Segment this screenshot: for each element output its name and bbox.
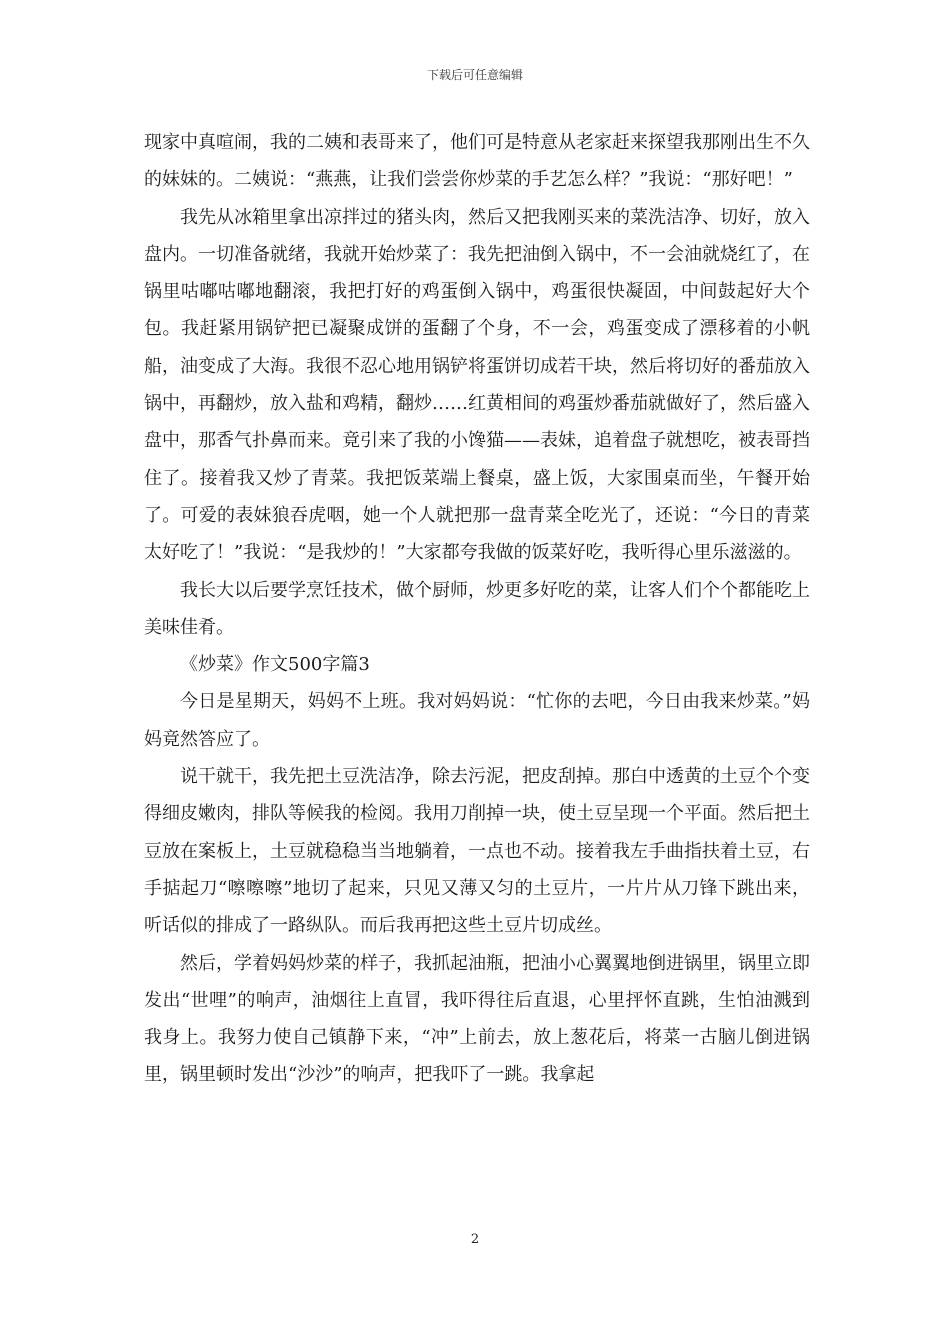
paragraph-3: 我长大以后要学烹饪技术，做个厨师，炒更多好吃的菜，让客人们个个都能吃上美味佳肴。 (144, 579, 810, 638)
page-number: 2 (470, 1232, 480, 1247)
paragraph-2: 我先从冰箱里拿出凉拌过的猪头肉，然后又把我刚买来的菜洗洁净、切好，放入盘内。一切准备就绪，我就开始炒菜了：我先把油倒入锅中，不一会油就烧红了，在锅里咕嘟咕嘟地翻滚，我把打好的鸡蛋倒入锅中，鸡蛋很快凝固，中间鼓起好大个包。我赶紧用锅铲把已凝聚成饼的蛋翻了个身，不一会，鸡蛋变成了漂移着的小帆船，油变成了大海。我很不忍心地用锅铲将蛋饼切成若干块，然后将切好的番茄放入锅中，再翻炒，放入盐和鸡精，翻炒……红黄相间的鸡蛋炒番茄就做好了，然后盛入盘中，那香气扑鼻而来。竟引来了我的小馋猫——表妹，追着盘子就想吃，被表哥挡住了。接着我又炒了青菜。我把饭菜端上餐桌，盛上饭，大家围桌而坐，午餐开始了。可爱的表妹狼吞虎咽，她一个人就把那一盘青菜全吃光了，还说：“今日的青菜太好吃了！”我说：“是我炒的！”大家都夸我做的饭菜好吃，我听得心里乐滋滋的。 (144, 206, 810, 564)
document-body (144, 124, 810, 1094)
page-header-note: 下载后可任意编辑 (426, 68, 523, 82)
paragraph-1: 现家中真喧闹，我的二姨和表哥来了，他们可是特意从老家赶来探望我那刚出生不久的妹妹的。二姨说：“燕燕，让我们尝尝你炒菜的手艺怎么样？”我说：“那好吧！” (144, 132, 810, 191)
paragraph-4: 今日是星期天，妈妈不上班。我对妈妈说：“忙你的去吧，今日由我来炒菜。”妈妈竟然答应了。 (144, 691, 810, 750)
section-title: 《炒菜》作文500字篇3 (180, 654, 370, 676)
paragraph-6: 然后，学着妈妈炒菜的样子，我抓起油瓶，把油小心翼翼地倒进锅里，锅里立即发出“世哩”的响声，油烟往上直冒，我吓得往后直退，心里抨怀直跳，生怕油溅到我身上。我努力使自己镇静下来，“冲”上前去，放上葱花后，将菜一古脑儿倒进锅里，锅里顿时发出“沙沙”的响声，把我吓了一跳。我拿起 (144, 952, 810, 1086)
paragraph-5: 说干就干，我先把土豆洗洁净，除去污泥，把皮刮掉。那白中透黄的土豆个个变得细皮嫩肉，排队等候我的检阅。我用刀削掉一块，使土豆呈现一个平面。然后把土豆放在案板上，土豆就稳稳当当地躺着，一点也不动。接着我左手曲指扶着土豆，右手掂起刀“嚓嚓嚓”地切了起来，只见又薄又匀的土豆片，一片片从刀锋下跳出来，听话似的排成了一路纵队。而后我再把这些土豆片切成丝。 (144, 766, 810, 937)
